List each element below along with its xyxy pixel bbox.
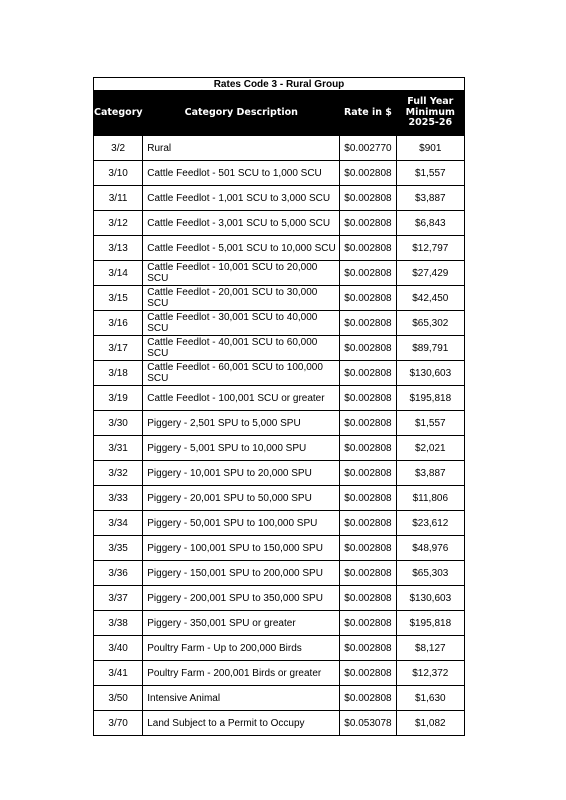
cell-rate: $0.002808 <box>340 261 396 286</box>
cell-rate: $0.002808 <box>340 411 396 436</box>
cell-description: Poultry Farm - 200,001 Birds or greater <box>143 661 340 686</box>
cell-description: Intensive Animal <box>143 686 340 711</box>
cell-description: Poultry Farm - Up to 200,000 Birds <box>143 636 340 661</box>
table-row <box>94 361 465 386</box>
table-row <box>94 611 465 636</box>
cell-minimum: $901 <box>396 136 464 161</box>
cell-rate: $0.002808 <box>340 236 396 261</box>
cell-rate: $0.002808 <box>340 386 396 411</box>
cell-minimum: $130,603 <box>396 586 464 611</box>
table-body <box>94 78 465 736</box>
cell-category: 3/10 <box>94 161 143 186</box>
cell-rate: $0.002808 <box>340 361 396 386</box>
cell-description: Cattle Feedlot - 60,001 SCU to 100,000 SCU <box>143 361 340 386</box>
cell-category: 3/37 <box>94 586 143 611</box>
table-row <box>94 711 465 736</box>
cell-rate: $0.002808 <box>340 336 396 361</box>
cell-rate: $0.002808 <box>340 661 396 686</box>
cell-category: 3/15 <box>94 286 143 311</box>
cell-minimum: $2,021 <box>396 436 464 461</box>
cell-category: 3/11 <box>94 186 143 211</box>
cell-category: 3/34 <box>94 511 143 536</box>
header-description: Category Description <box>143 91 340 136</box>
cell-rate: $0.002808 <box>340 436 396 461</box>
table-header-row <box>94 91 465 136</box>
table-row <box>94 536 465 561</box>
cell-description: Cattle Feedlot - 1,001 SCU to 3,000 SCU <box>143 186 340 211</box>
table-title: Rates Code 3 - Rural Group <box>94 78 465 91</box>
table-row <box>94 686 465 711</box>
table-row <box>94 136 465 161</box>
cell-description: Piggery - 100,001 SPU to 150,000 SPU <box>143 536 340 561</box>
table-row <box>94 636 465 661</box>
cell-category: 3/41 <box>94 661 143 686</box>
cell-category: 3/30 <box>94 411 143 436</box>
cell-minimum: $1,557 <box>396 411 464 436</box>
cell-category: 3/70 <box>94 711 143 736</box>
cell-category: 3/31 <box>94 436 143 461</box>
cell-description: Cattle Feedlot - 5,001 SCU to 10,000 SCU <box>143 236 340 261</box>
header-category: Category <box>94 91 143 136</box>
table-row <box>94 186 465 211</box>
cell-description: Piggery - 350,001 SPU or greater <box>143 611 340 636</box>
table-row <box>94 311 465 336</box>
cell-rate: $0.002808 <box>340 486 396 511</box>
table-row <box>94 336 465 361</box>
cell-minimum: $42,450 <box>396 286 464 311</box>
cell-category: 3/35 <box>94 536 143 561</box>
header-rate: Rate in $ <box>340 91 396 136</box>
cell-rate: $0.002770 <box>340 136 396 161</box>
table-row <box>94 661 465 686</box>
table-row <box>94 386 465 411</box>
cell-minimum: $1,082 <box>396 711 464 736</box>
cell-minimum: $11,806 <box>396 486 464 511</box>
cell-description: Piggery - 2,501 SPU to 5,000 SPU <box>143 411 340 436</box>
cell-rate: $0.002808 <box>340 461 396 486</box>
cell-minimum: $65,302 <box>396 311 464 336</box>
cell-description: Piggery - 150,001 SPU to 200,000 SPU <box>143 561 340 586</box>
cell-category: 3/19 <box>94 386 143 411</box>
table-row <box>94 586 465 611</box>
cell-minimum: $3,887 <box>396 461 464 486</box>
cell-category: 3/40 <box>94 636 143 661</box>
cell-minimum: $195,818 <box>396 611 464 636</box>
cell-rate: $0.002808 <box>340 536 396 561</box>
table-row <box>94 236 465 261</box>
cell-category: 3/16 <box>94 311 143 336</box>
cell-description: Cattle Feedlot - 3,001 SCU to 5,000 SCU <box>143 211 340 236</box>
cell-minimum: $65,303 <box>396 561 464 586</box>
cell-rate: $0.002808 <box>340 511 396 536</box>
cell-rate: $0.002808 <box>340 186 396 211</box>
cell-description: Cattle Feedlot - 100,001 SCU or greater <box>143 386 340 411</box>
cell-minimum: $3,887 <box>396 186 464 211</box>
cell-rate: $0.002808 <box>340 286 396 311</box>
cell-category: 3/50 <box>94 686 143 711</box>
cell-rate: $0.002808 <box>340 611 396 636</box>
cell-minimum: $27,429 <box>396 261 464 286</box>
cell-description: Piggery - 20,001 SPU to 50,000 SPU <box>143 486 340 511</box>
cell-minimum: $130,603 <box>396 361 464 386</box>
cell-description: Cattle Feedlot - 40,001 SCU to 60,000 SCU <box>143 336 340 361</box>
cell-minimum: $48,976 <box>396 536 464 561</box>
table-row <box>94 261 465 286</box>
table-title-row <box>94 78 465 91</box>
cell-category: 3/14 <box>94 261 143 286</box>
table-row <box>94 286 465 311</box>
cell-rate: $0.002808 <box>340 211 396 236</box>
cell-rate: $0.053078 <box>340 711 396 736</box>
table-row <box>94 436 465 461</box>
rates-table <box>93 77 465 736</box>
cell-minimum: $12,372 <box>396 661 464 686</box>
cell-description: Piggery - 50,001 SPU to 100,000 SPU <box>143 511 340 536</box>
cell-category: 3/13 <box>94 236 143 261</box>
cell-description: Piggery - 10,001 SPU to 20,000 SPU <box>143 461 340 486</box>
cell-rate: $0.002808 <box>340 561 396 586</box>
cell-category: 3/2 <box>94 136 143 161</box>
cell-rate: $0.002808 <box>340 161 396 186</box>
cell-rate: $0.002808 <box>340 636 396 661</box>
cell-description: Cattle Feedlot - 501 SCU to 1,000 SCU <box>143 161 340 186</box>
table-row <box>94 411 465 436</box>
cell-rate: $0.002808 <box>340 311 396 336</box>
cell-description: Cattle Feedlot - 30,001 SCU to 40,000 SCU <box>143 311 340 336</box>
cell-category: 3/18 <box>94 361 143 386</box>
header-minimum: Full Year Minimum 2025-26 <box>396 91 464 136</box>
cell-description: Land Subject to a Permit to Occupy <box>143 711 340 736</box>
table-row <box>94 211 465 236</box>
table-row <box>94 461 465 486</box>
cell-rate: $0.002808 <box>340 586 396 611</box>
table-row <box>94 161 465 186</box>
cell-category: 3/17 <box>94 336 143 361</box>
cell-category: 3/32 <box>94 461 143 486</box>
cell-category: 3/36 <box>94 561 143 586</box>
cell-minimum: $8,127 <box>396 636 464 661</box>
cell-description: Cattle Feedlot - 20,001 SCU to 30,000 SCU <box>143 286 340 311</box>
table-row <box>94 511 465 536</box>
cell-category: 3/12 <box>94 211 143 236</box>
cell-description: Piggery - 5,001 SPU to 10,000 SPU <box>143 436 340 461</box>
cell-description: Cattle Feedlot - 10,001 SCU to 20,000 SCU <box>143 261 340 286</box>
cell-description: Piggery - 200,001 SPU to 350,000 SPU <box>143 586 340 611</box>
table-row <box>94 561 465 586</box>
cell-category: 3/38 <box>94 611 143 636</box>
cell-description: Rural <box>143 136 340 161</box>
table-row <box>94 486 465 511</box>
cell-minimum: $1,630 <box>396 686 464 711</box>
cell-minimum: $1,557 <box>396 161 464 186</box>
cell-rate: $0.002808 <box>340 686 396 711</box>
cell-minimum: $6,843 <box>396 211 464 236</box>
cell-minimum: $89,791 <box>396 336 464 361</box>
cell-minimum: $23,612 <box>396 511 464 536</box>
cell-minimum: $195,818 <box>396 386 464 411</box>
cell-category: 3/33 <box>94 486 143 511</box>
cell-minimum: $12,797 <box>396 236 464 261</box>
